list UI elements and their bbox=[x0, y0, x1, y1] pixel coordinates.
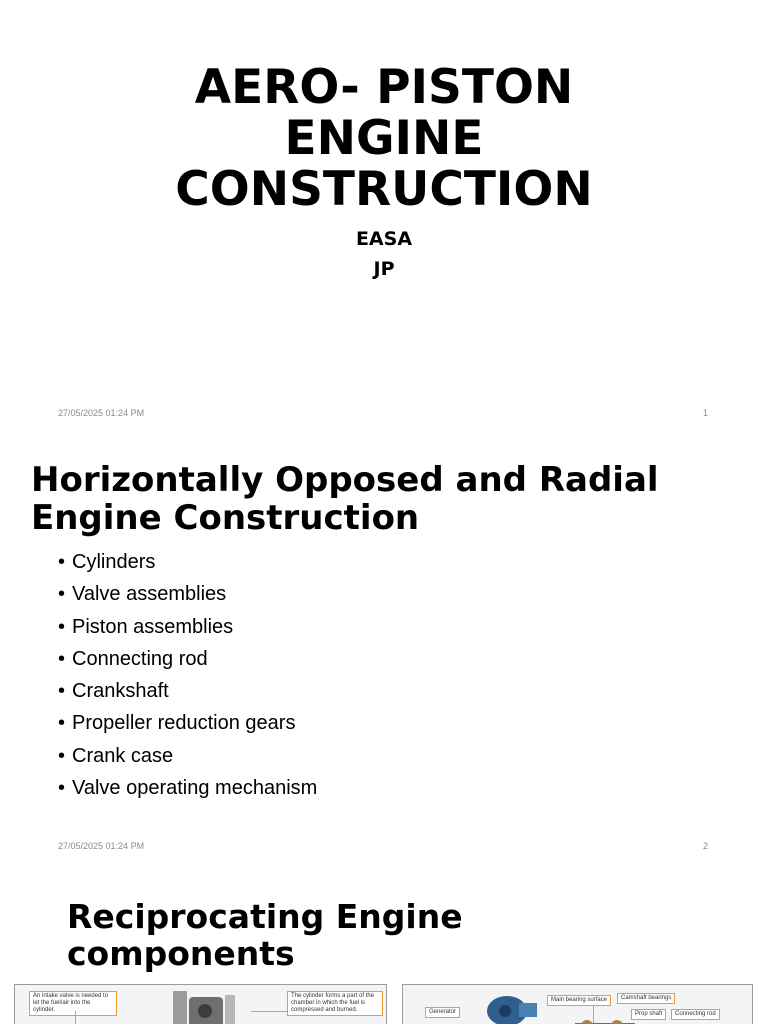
list-item: • Piston assemblies bbox=[58, 615, 234, 638]
title-line: Reciprocating Engine bbox=[67, 897, 463, 936]
title-line: ENGINE bbox=[284, 111, 484, 166]
list-item: • Crank case bbox=[58, 744, 174, 767]
list-item-text: Cylinders bbox=[72, 551, 156, 573]
main-bearing-callout: Main bearing surface bbox=[547, 995, 611, 1006]
engine-components-diagram bbox=[402, 984, 753, 1024]
slide-3-title bbox=[67, 898, 707, 972]
list-item-text: Crankshaft bbox=[72, 680, 169, 703]
list-item: • Cylinders bbox=[58, 551, 156, 573]
title-line: components bbox=[67, 934, 295, 973]
list-item-text: Connecting rod bbox=[72, 647, 208, 670]
cylinder-callout: The cylinder forms a part of the chamber in which the fuel is compressed and burned. bbox=[287, 991, 383, 1016]
leader-line bbox=[75, 1011, 76, 1024]
intake-valve-callout: An intake valve is needed to let the fuel/air into the cylinder. bbox=[29, 991, 117, 1016]
crankshaft-illustration bbox=[573, 1015, 643, 1024]
list-item: • Propeller reduction gears bbox=[58, 712, 296, 735]
list-item-text: Crank case bbox=[72, 744, 174, 767]
slide-1-title bbox=[0, 62, 768, 215]
title-line: AERO- PISTON bbox=[194, 60, 574, 115]
subtitle-jp: JP bbox=[373, 258, 395, 280]
list-item: • Crankshaft bbox=[58, 680, 169, 703]
bullet-list bbox=[58, 546, 317, 804]
title-line: Horizontally Opposed and Radial bbox=[31, 460, 659, 500]
cylinder-head-illustration bbox=[165, 987, 245, 1024]
list-item: • Valve assemblies bbox=[58, 583, 227, 606]
slide-1 bbox=[0, 0, 768, 433]
slide-3 bbox=[0, 866, 768, 1024]
slide-2 bbox=[0, 433, 768, 866]
list-item-text: Piston assemblies bbox=[72, 615, 234, 638]
subtitle-easa: EASA bbox=[355, 228, 413, 250]
slide-2-title bbox=[31, 461, 751, 537]
cylinder-diagram bbox=[14, 984, 387, 1024]
list-item: • Valve operating mechanism bbox=[58, 777, 318, 800]
prop-shaft-callout: Prop shaft bbox=[631, 1009, 666, 1020]
generator-callout: Generator bbox=[425, 1007, 460, 1018]
footer-date: 27/05/2025 01:24 PM bbox=[58, 841, 145, 851]
list-item: • Connecting rod bbox=[58, 647, 208, 670]
title-line: Engine Construction bbox=[31, 498, 420, 538]
generator-illustration bbox=[479, 989, 541, 1024]
connecting-rod-callout: Connecting rod bbox=[671, 1009, 720, 1020]
list-item-text: Valve assemblies bbox=[72, 583, 227, 606]
footer-date: 27/05/2025 01:24 PM bbox=[58, 408, 145, 418]
footer-page-number: 1 bbox=[702, 408, 708, 418]
title-line: CONSTRUCTION bbox=[175, 162, 593, 217]
footer-page-number: 2 bbox=[702, 841, 708, 851]
leader-line bbox=[251, 1011, 287, 1012]
list-item-text: Valve operating mechanism bbox=[72, 777, 318, 800]
list-item-text: Propeller reduction gears bbox=[72, 712, 296, 735]
camshaft-bearings-callout: Camshaft bearings bbox=[617, 993, 675, 1004]
